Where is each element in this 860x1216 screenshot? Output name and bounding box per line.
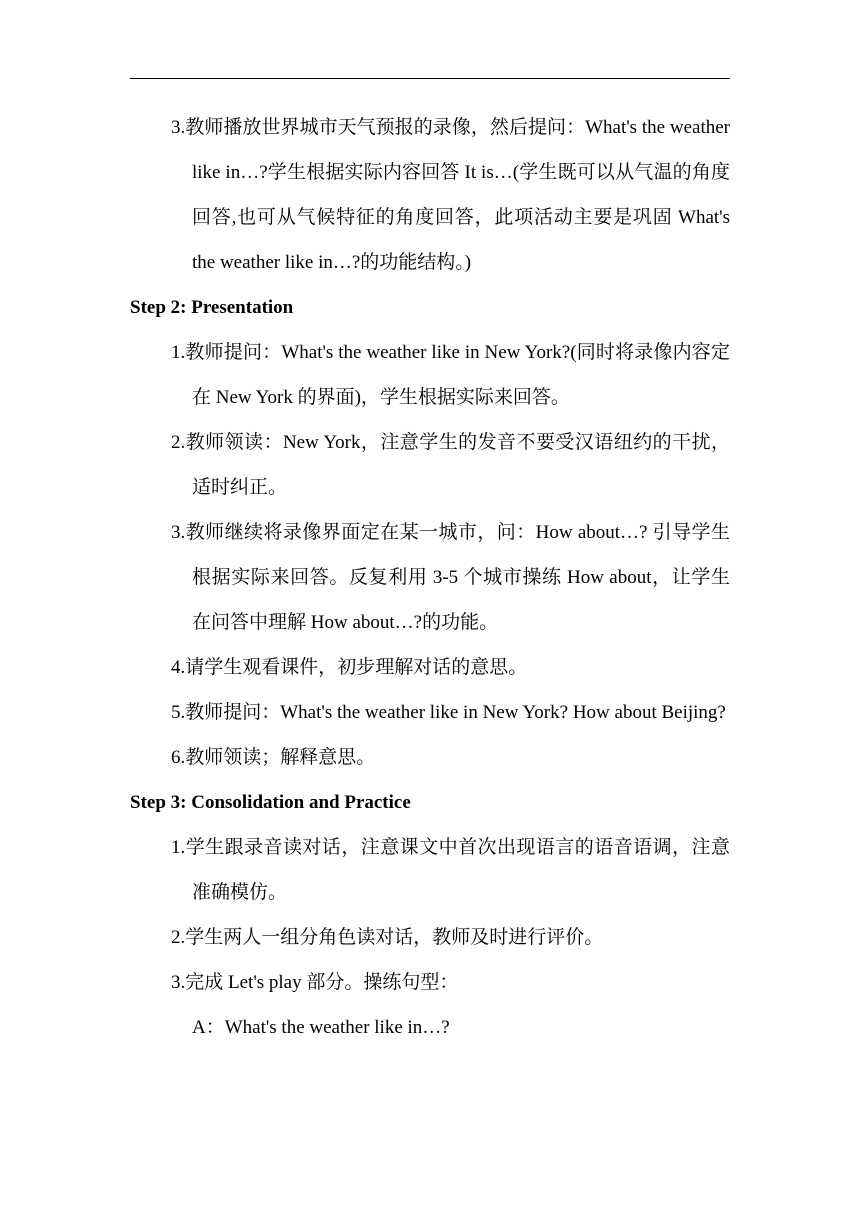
step2-heading: Step 2: Presentation (130, 297, 294, 318)
step2-item-6: 6.教师领读；解释意思。 (171, 747, 376, 768)
step2-item-2: 2.教师领读：New York，注意学生的发音不要受汉语纽约的干扰，适时纠正。 (171, 432, 730, 498)
step3-item-1: 1.学生跟录音读对话，注意课文中首次出现语言的语音语调，注意准确模仿。 (171, 837, 730, 903)
step2-item-4: 4.请学生观看课件，初步理解对话的意思。 (171, 657, 528, 678)
step3-item-3: 3.完成 Let's play 部分。操练句型： (171, 972, 459, 993)
step2-item-1: 1.教师提问：What's the weather like in New York?(同时将录像内容定在 New York 的界面)，学生根据实际来回答。 (171, 342, 730, 408)
step1-item-3: 3.教师播放世界城市天气预报的录像，然后提问：What's the weather like in…?学生根据实际内容回答 It is…(学生既可以从气温的角度回答,也可从气候特征的角度回答，此项活动主要是巩固 What's the weather like in…?的功能结构。) (171, 117, 730, 273)
header-rule (130, 78, 730, 79)
step3-dialogue-a: A：What's the weather like in…? (192, 1017, 450, 1038)
step3-heading: Step 3: Consolidation and Practice (130, 792, 411, 813)
step2-item-3: 3.教师继续将录像界面定在某一城市，问：How about…? 引导学生根据实际来回答。反复利用 3-5 个城市操练 How about，让学生在问答中理解 How about…?的功能。 (171, 522, 730, 633)
step3-item-2: 2.学生两人一组分角色读对话，教师及时进行评价。 (171, 927, 604, 948)
document-body (130, 105, 730, 1050)
step2-item-5: 5.教师提问：What's the weather like in New York? How about Beijing? (171, 702, 726, 723)
